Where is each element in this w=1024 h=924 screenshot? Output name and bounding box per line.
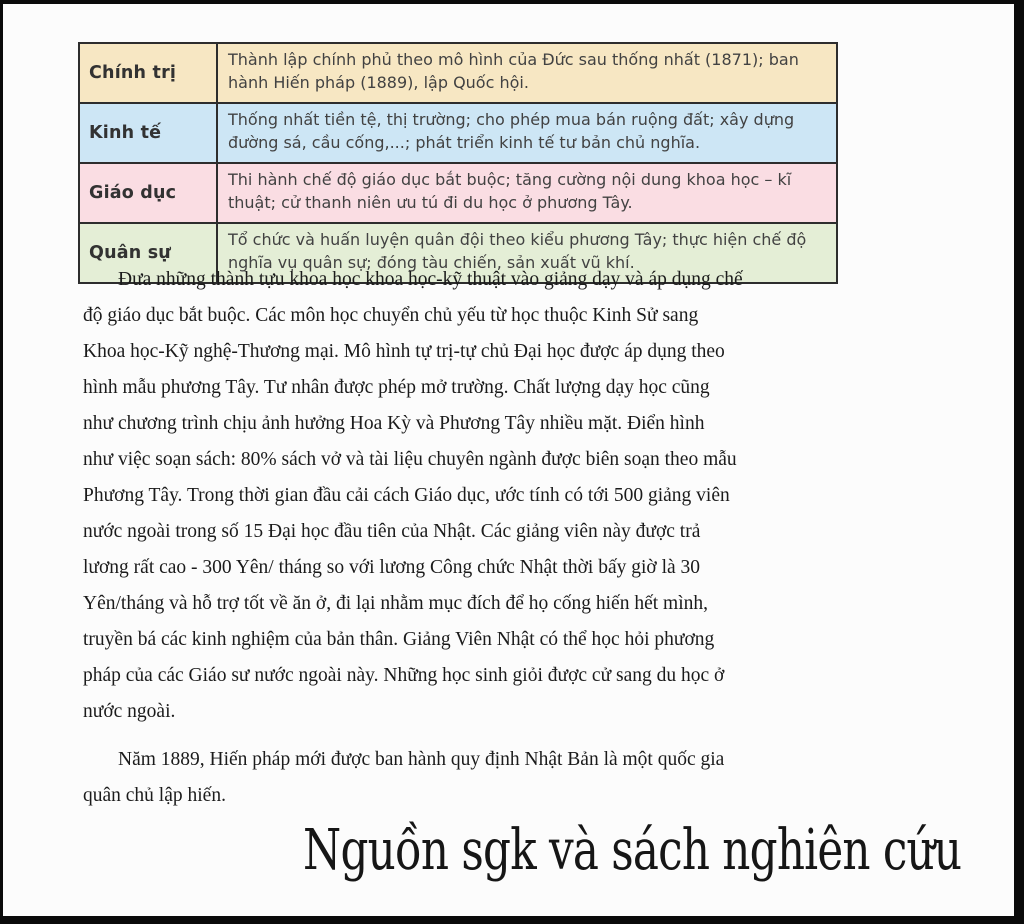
text-line: nước ngoài.: [83, 701, 176, 722]
body-text: [83, 262, 823, 814]
photo-border-bottom: [0, 916, 1024, 924]
photo-border-left: [0, 0, 3, 924]
row-label: Quân sự: [79, 223, 217, 283]
photo-border-right: [1014, 0, 1024, 924]
text-line: độ giáo dục bắt buộc. Các môn học chuyển chủ yếu từ học thuộc Kinh Sử sang: [83, 305, 699, 326]
text-line: Yên/tháng và hỗ trợ tốt về ăn ở, đi lại nhằm mục đích để họ cống hiến hết mình,: [83, 593, 708, 614]
row-label: Chính trị: [79, 43, 217, 103]
row-content: Thống nhất tiền tệ, thị trường; cho phép mua bán ruộng đất; xây dựng đường sá, cầu cống,...; phát triển kinh tế tư bản chủ nghĩa.: [217, 103, 837, 163]
table-row-politics: [79, 43, 837, 103]
text-line: lương rất cao - 300 Yên/ tháng so với lương Công chức Nhật thời bấy giờ là 30: [83, 557, 701, 578]
text-line: hình mẫu phương Tây. Tư nhân được phép mở trường. Chất lượng dạy học cũng: [83, 377, 710, 398]
body-paragraph-2: [83, 742, 823, 814]
row-content: Thành lập chính phủ theo mô hình của Đức sau thống nhất (1871); ban hành Hiến pháp (1889), lập Quốc hội.: [217, 43, 837, 103]
text-line: Đưa những thành tựu khoa học khoa học-kỹ thuật vào giảng dạy và áp dụng chế: [118, 269, 743, 290]
table-row-economy: [79, 103, 837, 163]
summary-table: [78, 42, 838, 284]
photo-border-top: [0, 0, 1024, 4]
row-label: Giáo dục: [79, 163, 217, 223]
text-line: như việc soạn sách: 80% sách vở và tài liệu chuyên ngành được biên soạn theo mẫu: [83, 449, 737, 470]
text-line: truyền bá các kinh nghiệm của bản thân. Giảng Viên Nhật có thể học hỏi phương: [83, 629, 715, 650]
body-paragraph-1: [83, 262, 823, 730]
table-row-education: [79, 163, 837, 223]
text-line: như chương trình chịu ảnh hưởng Hoa Kỳ và Phương Tây nhiều mặt. Điển hình: [83, 413, 705, 434]
text-line: Năm 1889, Hiến pháp mới được ban hành quy định Nhật Bản là một quốc gia: [118, 749, 725, 770]
text-line: quân chủ lập hiến.: [83, 785, 226, 806]
row-content: Tổ chức và huấn luyện quân đội theo kiểu phương Tây; thực hiện chế độ nghĩa vụ quân sự; đóng tàu chiến, sản xuất vũ khí.: [217, 223, 837, 283]
source-caption: Nguồn sgk và sách nghiên cứu: [303, 818, 962, 883]
row-content: Thi hành chế độ giáo dục bắt buộc; tăng cường nội dung khoa học – kĩ thuật; cử thanh niên ưu tú đi du học ở phương Tây.: [217, 163, 837, 223]
text-line: Khoa học-Kỹ nghệ-Thương mại. Mô hình tự trị-tự chủ Đại học được áp dụng theo: [83, 341, 725, 362]
row-label: Kinh tế: [79, 103, 217, 163]
text-line: nước ngoài trong số 15 Đại học đầu tiên của Nhật. Các giảng viên này được trả: [83, 521, 701, 542]
text-line: Phương Tây. Trong thời gian đầu cải cách Giáo dục, ước tính có tới 500 giảng viên: [83, 485, 730, 506]
text-line: pháp của các Giáo sư nước ngoài này. Những học sinh giỏi được cử sang du học ở: [83, 665, 725, 686]
